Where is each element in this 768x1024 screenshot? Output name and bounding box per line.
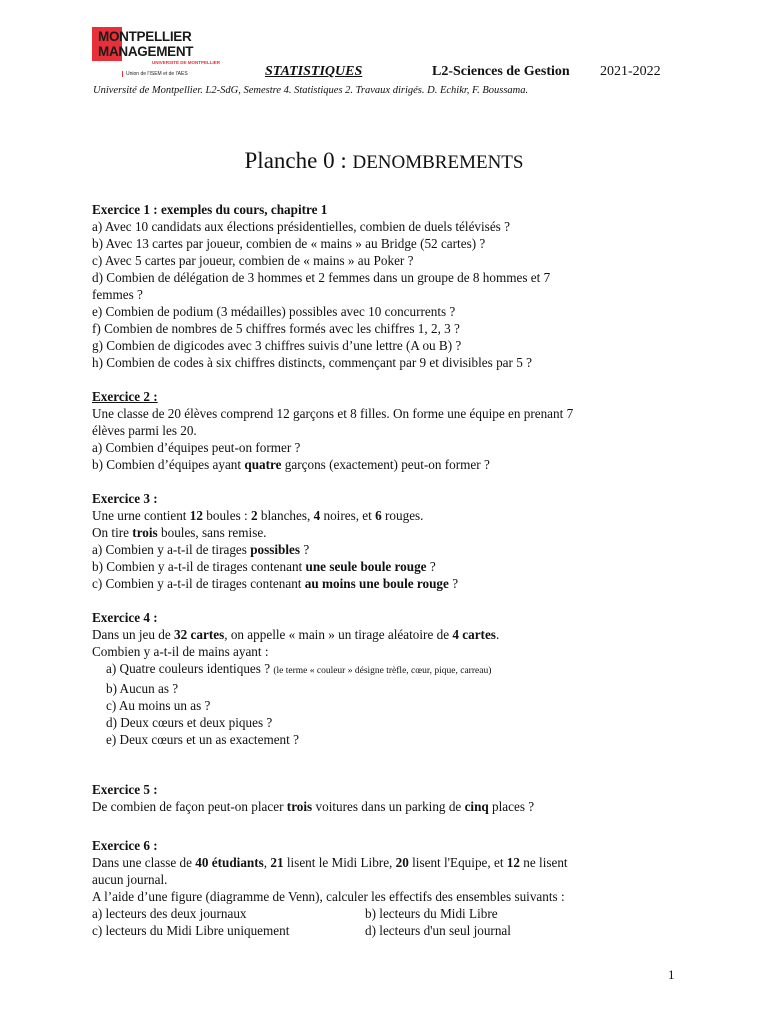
page-title — [0, 148, 768, 174]
statement — [92, 626, 692, 643]
emphasis: trois — [286, 799, 313, 814]
emphasis: 4 cartes — [452, 627, 496, 642]
question-row — [92, 905, 692, 922]
logo-line-1: MONTPELLIER — [98, 29, 192, 44]
logo-union-text: Union de l'ISEM et de l'AES — [122, 71, 188, 77]
text: b) Combien d’équipes ayant — [92, 457, 245, 472]
text: voitures dans un parking de — [312, 799, 465, 814]
statement — [92, 507, 692, 524]
text: rouges. — [381, 508, 424, 523]
emphasis: quatre — [244, 457, 282, 472]
emphasis: cinq — [464, 799, 489, 814]
question-row — [92, 922, 692, 939]
text: Dans une classe de — [92, 855, 196, 870]
academic-year: 2021-2022 — [600, 64, 661, 79]
question: femmes ? — [92, 287, 143, 302]
text: On tire — [92, 525, 133, 540]
text: b) Combien y a-t-il de tirages contenant — [92, 559, 306, 574]
exercise-5 — [92, 781, 692, 815]
question: e) Deux cœurs et un as exactement ? — [106, 732, 299, 747]
exercise-list — [92, 201, 692, 956]
question — [92, 575, 692, 592]
emphasis: une seule boule rouge — [305, 559, 427, 574]
question — [92, 660, 692, 680]
question: d) Combien de délégation de 3 hommes et 2 femmes dans un groupe de 8 hommes et 7 — [92, 270, 551, 285]
text: , on appelle « main » un tirage aléatoire de — [224, 627, 453, 642]
statement: Une classe de 20 élèves comprend 12 garçons et 8 filles. On forme une équipe en prenant 7 — [92, 406, 574, 421]
footnote: (le terme « couleur » désigne trèfle, cœur, pique, carreau) — [273, 666, 492, 676]
emphasis: 6 — [375, 508, 382, 523]
question — [92, 798, 692, 815]
text: ne lisent — [519, 855, 568, 870]
question: c) Avec 5 cartes par joueur, combien de « mains » au Poker ? — [92, 253, 414, 268]
text: blanches, — [257, 508, 314, 523]
exercise-title: Exercice 6 : — [92, 838, 158, 853]
text: Dans un jeu de — [92, 627, 175, 642]
text: ? — [448, 576, 459, 591]
emphasis: au moins une boule rouge — [304, 576, 449, 591]
text: garçons (exactement) peut-on former ? — [281, 457, 490, 472]
exercise-title: Exercice 4 : — [92, 610, 158, 625]
exercise-3 — [92, 490, 692, 592]
exercise-4 — [92, 609, 692, 748]
question: c) Au moins un as ? — [106, 698, 211, 713]
emphasis: 2 — [250, 508, 258, 523]
text: lisent l'Equipe, et — [408, 855, 507, 870]
text: boules, sans remise. — [157, 525, 267, 540]
statement: Combien y a-t-il de mains ayant : — [92, 644, 269, 659]
program-name: L2-Sciences de Gestion — [432, 64, 570, 79]
question — [92, 558, 692, 575]
text: noires, et — [320, 508, 376, 523]
text: a) Combien y a-t-il de tirages — [92, 542, 251, 557]
logo-subtitle: UNIVERSITÉ DE MONTPELLIER — [152, 60, 221, 65]
text: places ? — [488, 799, 535, 814]
exercise-6 — [92, 837, 692, 939]
text: , — [263, 855, 271, 870]
exercise-title: Exercice 2 : — [92, 389, 158, 404]
exercise-2 — [92, 388, 692, 473]
emphasis: 12 — [506, 855, 520, 870]
emphasis: 21 — [270, 855, 284, 870]
text: a) Quatre couleurs identiques ? — [106, 661, 274, 676]
exercise-title: Exercice 5 : — [92, 782, 158, 797]
emphasis: 4 — [313, 508, 321, 523]
logo-line-2: MANAGEMENT — [98, 44, 194, 59]
question: a) Combien d’équipes peut-on former ? — [92, 440, 301, 455]
text: ? — [300, 542, 310, 557]
question: d) lecteurs d'un seul journal — [365, 923, 511, 938]
emphasis: 12 — [189, 508, 203, 523]
emphasis: possibles — [250, 542, 301, 557]
statement: aucun journal. — [92, 872, 168, 887]
emphasis: 32 cartes — [174, 627, 225, 642]
text: De combien de façon peut-on placer — [92, 799, 287, 814]
text: boules : — [202, 508, 251, 523]
title-main: DENOMBREMENTS — [352, 152, 524, 173]
question — [92, 541, 692, 558]
question: a) Avec 10 candidats aux élections présidentielles, combien de duels télévisés ? — [92, 219, 510, 234]
text: c) Combien y a-t-il de tirages contenant — [92, 576, 305, 591]
statement — [92, 524, 692, 541]
statement — [92, 854, 692, 871]
page-number: 1 — [668, 967, 675, 982]
statement: élèves parmi les 20. — [92, 423, 197, 438]
statement: A l’aide d’une figure (diagramme de Venn), calculer les effectifs des ensembles suivants : — [92, 889, 565, 904]
question: b) lecteurs du Midi Libre — [365, 906, 498, 921]
question — [92, 456, 692, 473]
question: d) Deux cœurs et deux piques ? — [106, 715, 273, 730]
exercise-title: Exercice 3 : — [92, 491, 158, 506]
question: b) Aucun as ? — [106, 681, 179, 696]
text: lisent le Midi Libre, — [283, 855, 396, 870]
university-logo — [92, 27, 221, 79]
question: g) Combien de digicodes avec 3 chiffres suivis d’une lettre (A ou B) ? — [92, 338, 462, 353]
question: b) Avec 13 cartes par joueur, combien de « mains » au Bridge (52 cartes) ? — [92, 236, 486, 251]
text: Une urne contient — [92, 508, 190, 523]
text: ? — [426, 559, 436, 574]
question: c) lecteurs du Midi Libre uniquement — [92, 923, 290, 938]
question: h) Combien de codes à six chiffres distincts, commençant par 9 et divisibles par 5 ? — [92, 355, 532, 370]
question: a) lecteurs des deux journaux — [92, 906, 247, 921]
header-subtitle: Université de Montpellier. L2-SdG, Semestre 4. Statistiques 2. Travaux dirigés. D. Echikr, F. Boussama. — [93, 85, 529, 96]
emphasis: trois — [132, 525, 158, 540]
title-prefix: Planche 0 : — [244, 148, 353, 173]
exercise-1 — [92, 201, 692, 371]
question: e) Combien de podium (3 médailles) possibles avec 10 concurrents ? — [92, 304, 456, 319]
question: f) Combien de nombres de 5 chiffres formés avec les chiffres 1, 2, 3 ? — [92, 321, 460, 336]
emphasis: 40 étudiants — [195, 855, 264, 870]
emphasis: 20 — [395, 855, 409, 870]
text: . — [495, 627, 500, 642]
course-name: STATISTIQUES — [265, 64, 363, 79]
exercise-title: Exercice 1 : exemples du cours, chapitre 1 — [92, 202, 328, 217]
